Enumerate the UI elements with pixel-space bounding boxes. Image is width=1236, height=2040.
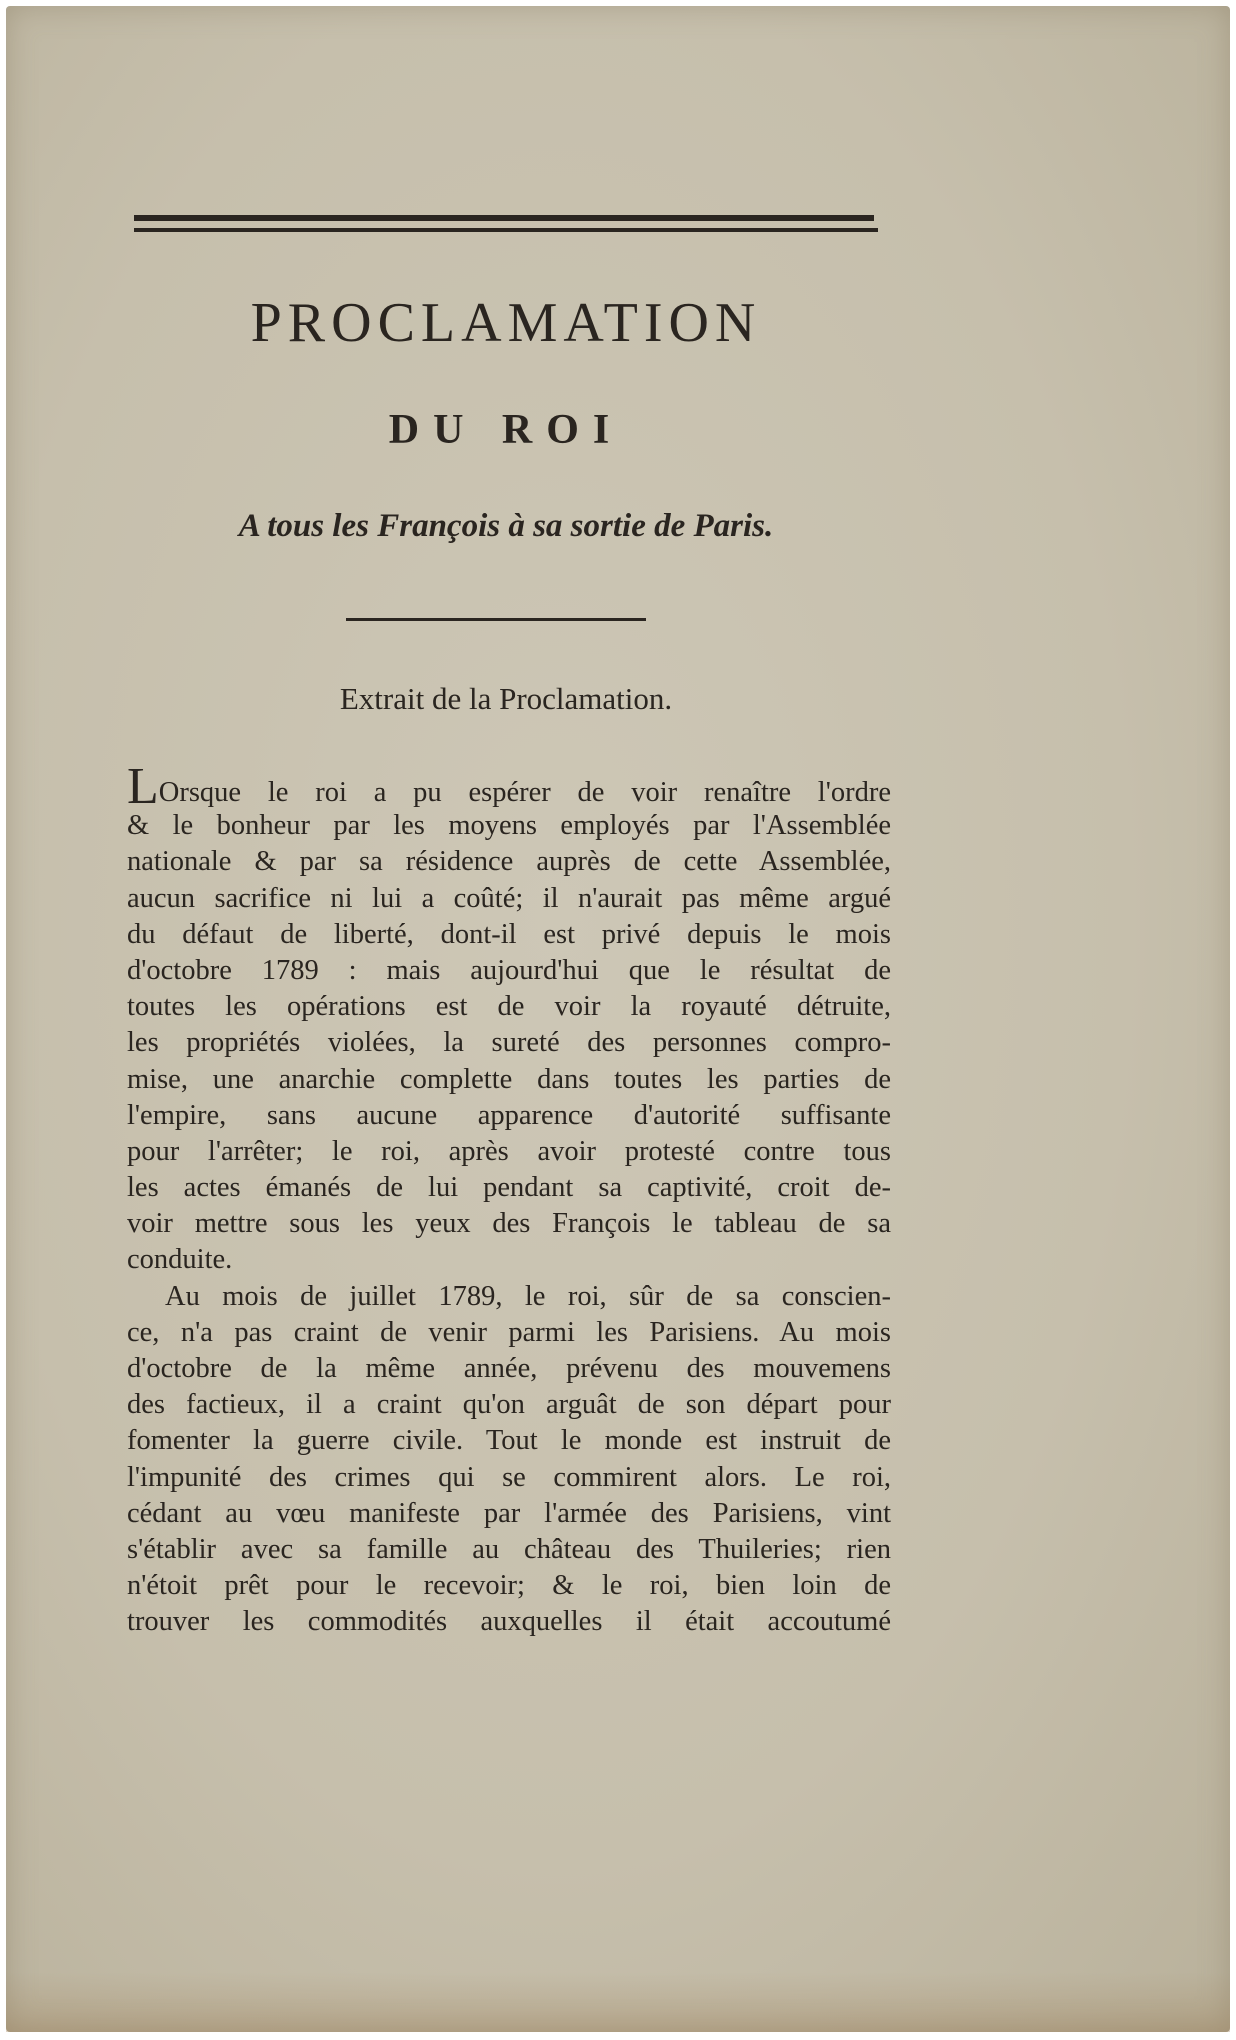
section-heading: Extrait de la Proclamation. (339, 681, 673, 716)
document-page (6, 6, 1230, 2032)
text-line: ce, n'a pas craint de venir parmi les Parisiens. Au mois (127, 1316, 891, 1348)
text-line: n'étoit prêt pour le recevoir; & le roi, bien loin de (127, 1570, 891, 1602)
text-line: Au mois de juillet 1789, le roi, sûr de sa conscien- (165, 1280, 891, 1312)
text-line: mise, une anarchie complette dans toutes les parties de (127, 1063, 891, 1095)
document-address: A tous les François à sa sortie de Paris. (238, 508, 774, 544)
top-rule-thick (134, 215, 874, 221)
text-line: voir mettre sous les yeux des François le tableau de sa (127, 1208, 891, 1240)
text-line: des factieux, il a craint qu'on arguât de son départ pour (127, 1389, 891, 1421)
document-title: PROCLAMATION (250, 292, 762, 354)
text-line: nationale & par sa résidence auprès de cette Assemblée, (127, 846, 891, 878)
text-line: cédant au vœu manifeste par l'armée des Parisiens, vint (127, 1497, 891, 1529)
text-line: & le bonheur par les moyens employés par l'Assemblée (127, 810, 891, 842)
text-line: pour l'arrêter; le roi, après avoir protesté contre tous (127, 1135, 891, 1167)
section-divider (346, 618, 646, 621)
text-line: fomenter la guerre civile. Tout le monde est instruit de (127, 1425, 891, 1457)
top-rule-thin (134, 228, 878, 232)
text-line: du défaut de liberté, dont-il est privé depuis le mois (127, 918, 891, 950)
text-line: l'impunité des crimes qui se commirent alors. Le roi, (127, 1461, 891, 1493)
text-line: aucun sacrifice ni lui a coûté; il n'aurait pas même argué (127, 882, 891, 914)
body-text (127, 758, 891, 1641)
text-line: conduite. (127, 1244, 233, 1276)
document-subtitle: DU ROI (388, 407, 624, 453)
text-line: LOrsque le roi a pu espérer de voir renaître l'ordre (127, 758, 891, 815)
text-line: l'empire, sans aucune apparence d'autorité suffisante (127, 1099, 891, 1131)
text-line: d'octobre 1789 : mais aujourd'hui que le résultat de (127, 954, 891, 986)
text-line: toutes les opérations est de voir la royauté détruite, (127, 991, 891, 1023)
drop-cap: L (127, 758, 159, 815)
text-line: les actes émanés de lui pendant sa captivité, croit de- (127, 1172, 891, 1204)
text-line: d'octobre de la même année, prévenu des mouvemens (127, 1353, 891, 1384)
text-line: s'établir avec sa famille au château des Thuileries; rien (127, 1533, 891, 1565)
text-line: les propriétés violées, la sureté des personnes compro- (127, 1027, 891, 1059)
text-line: trouver les commodités auxquelles il était accoutumé (127, 1606, 891, 1638)
